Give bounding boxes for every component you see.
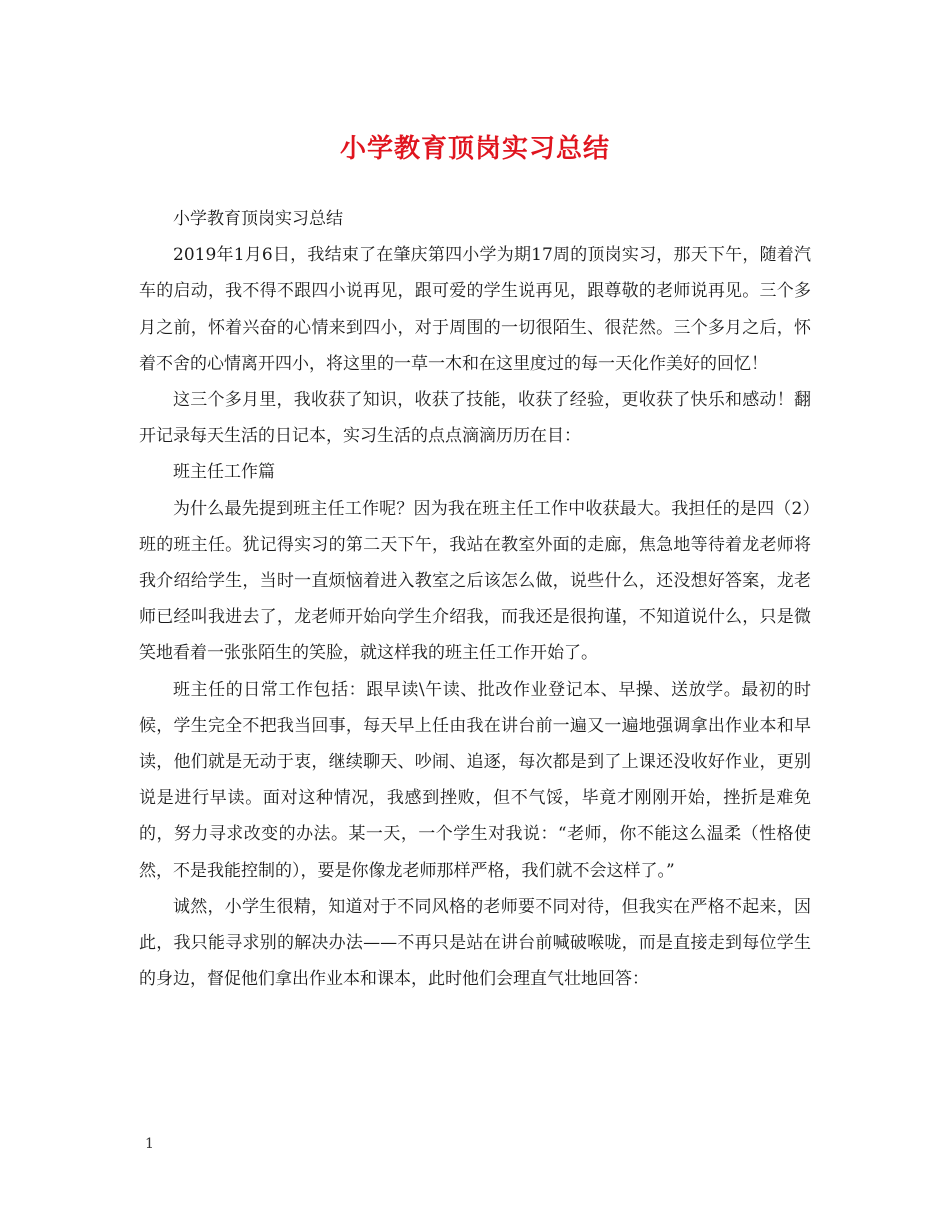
- body-paragraph: 2019年1月6日，我结束了在肇庆第四小学为期17周的顶岗实习，那天下午，随着汽车的启动，我不得不跟四小说再见，跟可爱的学生说再见，跟尊敬的老师说再见。三个多月之前，怀着兴奋的心情来到四小，对于周围的一切很陌生、很茫然。三个多月之后，怀着不舍的心情离开四小，将这里的一草一木和在这里度过的每一天化作美好的回忆！: [139, 245, 811, 374]
- section-heading: 班主任工作篇: [173, 462, 275, 483]
- body-paragraph: 为什么最先提到班主任工作呢？因为我在班主任工作中收获最大。我担任的是四（2）班的班主任。犹记得实习的第二天下午，我站在教室外面的走廊，焦急地等待着龙老师将我介绍给学生，当时一直烦恼着进入教室之后该怎么做，说些什么，还没想好答案，龙老师已经叫我进去了，龙老师开始向学生介绍我，而我还是很拘谨，不知道说什么，只是微笑地看着一张张陌生的笑脸，就这样我的班主任工作开始了。: [139, 498, 811, 664]
- body-paragraph: 诚然，小学生很精，知道对于不同风格的老师要不同对待，但我实在严格不起来，因此，我只能寻求别的解决办法——不再只是站在讲台前喊破喉咙，而是直接走到每位学生的身边，督促他们拿出作业本和课本，此时他们会理直气壮地回答：: [139, 896, 811, 990]
- body-paragraph: 班主任的日常工作包括：跟早读\午读、批改作业登记本、早操、送放学。最初的时候，学生完全不把我当回事，每天早上任由我在讲台前一遍又一遍地强调拿出作业本和早读，他们就是无动于衷，继续聊天、吵闹、追逐，每次都是到了上课还没收好作业，更别说是进行早读。面对这种情况，我感到挫败，但不气馁，毕竟才刚刚开始，挫折是难免的，努力寻求改变的办法。某一天，一个学生对我说：“老师，你不能这么温柔（性格使然，不是我能控制的），要是你像龙老师那样严格，我们就不会这样了。”: [139, 679, 811, 881]
- body-paragraph: 这三个多月里，我收获了知识，收获了技能，收获了经验，更收获了快乐和感动！翻开记录每天生活的日记本，实习生活的点点滴滴历历在目：: [139, 390, 811, 447]
- subtitle-paragraph: 小学教育顶岗实习总结: [173, 209, 343, 229]
- page-number: 1: [145, 1136, 154, 1152]
- document-body: [139, 201, 811, 997]
- page-title: 小学教育顶岗实习总结: [339, 134, 610, 164]
